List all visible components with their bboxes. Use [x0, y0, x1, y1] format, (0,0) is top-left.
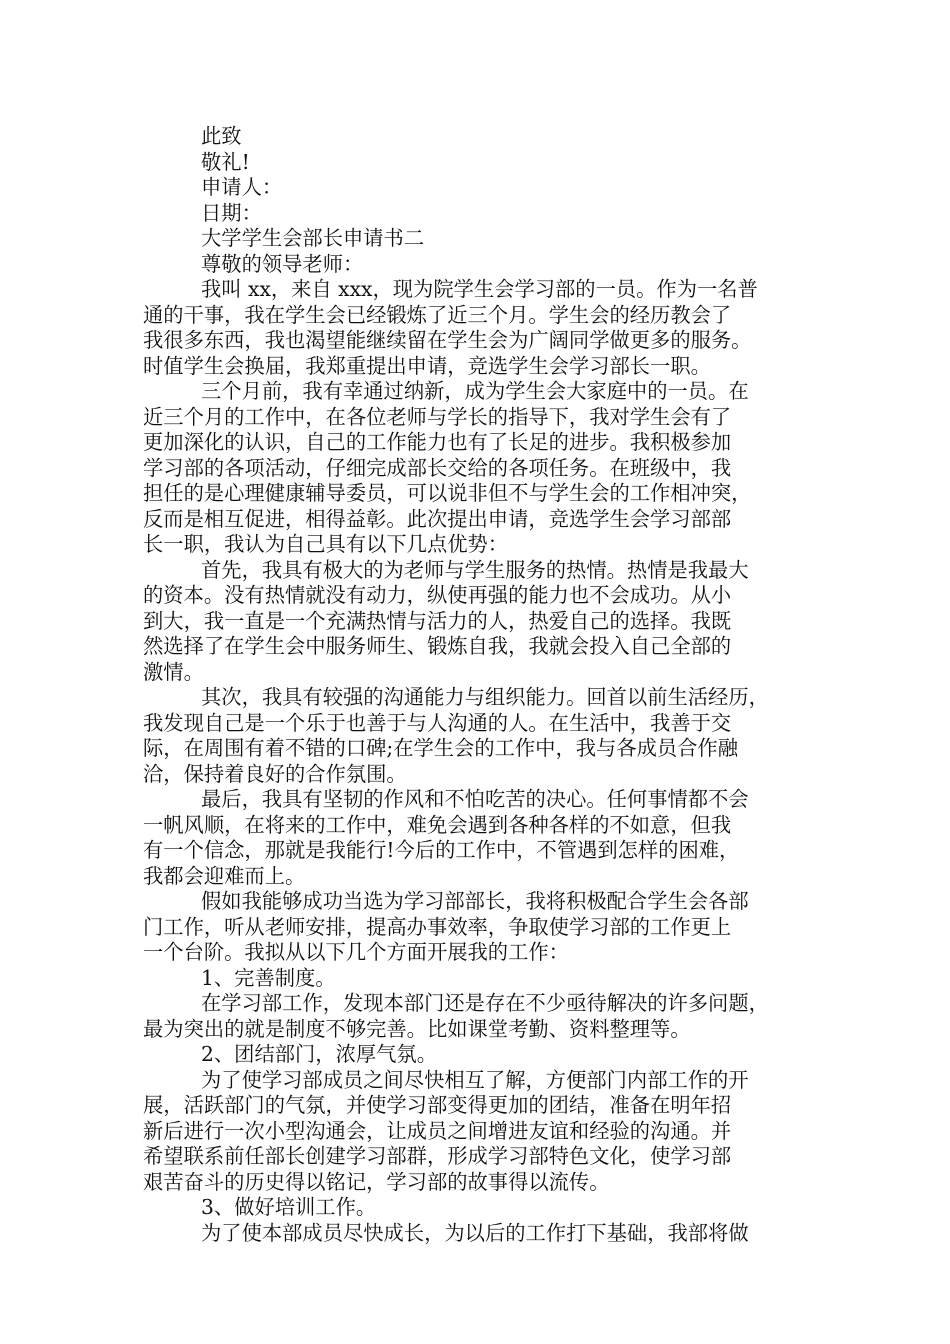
text-line: 一个台阶。我拟从以下几个方面开展我的工作：	[143, 940, 569, 964]
text-line: 然选择了在学生会中服务师生、锻炼自我，我就会投入自己全部的	[143, 634, 732, 658]
text-line: 我很多东西，我也渴望能继续留在学生会为广阔同学做更多的服务。	[143, 328, 752, 352]
text-line: 门工作，听从老师安排，提高办事效率，争取使学习部的工作更上	[143, 914, 732, 939]
text-line: 激情。	[143, 659, 204, 684]
text-line: 三个月前，我有幸通过纳新，成为学生会大家庭中的一员。在	[201, 379, 749, 403]
text-line: 艰苦奋斗的历史得以铭记，学习部的故事得以流传。	[143, 1169, 610, 1194]
text-line: 展，活跃部门的气氛，并使学习部变得更加的团结，准备在明年招	[143, 1093, 732, 1117]
text-line: 此致	[201, 124, 242, 148]
text-line: 大学学生会部长申请书二	[201, 226, 425, 250]
text-line: 一帆风顺，在将来的工作中，难免会遇到各种各样的不如意，但我	[143, 812, 732, 837]
text-line: 有一个信念，那就是我能行!今后的工作中，不管遇到怎样的困难，	[143, 838, 740, 862]
text-line: 我发现自己是一个乐于也善于与人沟通的人。在生活中，我善于交	[143, 710, 732, 735]
text-line: 时值学生会换届，我郑重提出申请，竞选学生会学习部长一职。	[143, 353, 711, 378]
text-line: 反而是相互促进，相得益彰。此次提出申请，竞选学生会学习部部	[143, 506, 732, 531]
text-line: 到大，我一直是一个充满热情与活力的人，热爱自己的选择。我既	[143, 608, 732, 633]
text-line: 假如我能够成功当选为学习部部长，我将积极配合学生会各部	[201, 889, 749, 913]
text-line: 新后进行一次小型沟通会，让成员之间增进友谊和经验的沟通。并	[143, 1118, 732, 1143]
text-line: 最后，我具有坚韧的作风和不怕吃苦的决心。任何事情都不会	[201, 787, 749, 811]
text-line: 我都会迎难而上。	[143, 863, 306, 888]
text-line: 近三个月的工作中，在各位老师与学长的指导下，我对学生会有了	[143, 404, 732, 429]
text-line: 日期：	[201, 200, 262, 225]
document-body	[143, 124, 833, 1246]
text-line: 1、完善制度。	[201, 965, 336, 990]
text-line: 最为突出的就是制度不够完善。比如课堂考勤、资料整理等。	[143, 1016, 691, 1041]
text-line: 其次，我具有较强的沟通能力与组织能力。回首以前生活经历，	[201, 685, 769, 709]
text-line: 的资本。没有热情就没有动力，纵使再强的能力也不会成功。从小	[143, 583, 732, 607]
text-line: 申请人：	[201, 175, 283, 199]
text-line: 担任的是心理健康辅导委员，可以说非但不与学生会的工作相冲突，	[143, 481, 752, 505]
text-line: 更加深化的认识，自己的工作能力也有了长足的进步。我积极参加	[143, 430, 732, 454]
text-line: 学习部的各项活动，仔细完成部长交给的各项任务。在班级中，我	[143, 455, 732, 480]
text-line: 在学习部工作，发现本部门还是存在不少亟待解决的许多问题，	[201, 991, 769, 1015]
text-line: 长一职，我认为自己具有以下几点优势：	[143, 532, 509, 556]
text-line: 敬礼!	[201, 149, 250, 174]
text-line: 2、团结部门，浓厚气氛。	[201, 1042, 437, 1066]
text-line: 希望联系前任部长创建学习部群，形成学习部特色文化，使学习部	[143, 1144, 732, 1168]
text-line: 洽，保持着良好的合作氛围。	[143, 761, 407, 786]
text-line: 为了使学习部成员之间尽快相互了解，方便部门内部工作的开	[201, 1067, 749, 1092]
text-line: 际，在周围有着不错的口碑;在学生会的工作中，我与各成员合作融	[143, 736, 738, 760]
text-line: 我叫 xx，来自 xxx，现为院学生会学习部的一员。作为一名普	[201, 277, 758, 301]
text-line: 通的干事，我在学生会已经锻炼了近三个月。学生会的经历教会了	[143, 302, 732, 327]
text-line: 3、做好培训工作。	[201, 1195, 377, 1219]
text-line: 尊敬的领导老师：	[201, 251, 364, 276]
text-line: 为了使本部成员尽快成长，为以后的工作打下基础，我部将做	[201, 1220, 749, 1245]
text-line: 首先，我具有极大的为老师与学生服务的热情。热情是我最大	[201, 557, 749, 582]
